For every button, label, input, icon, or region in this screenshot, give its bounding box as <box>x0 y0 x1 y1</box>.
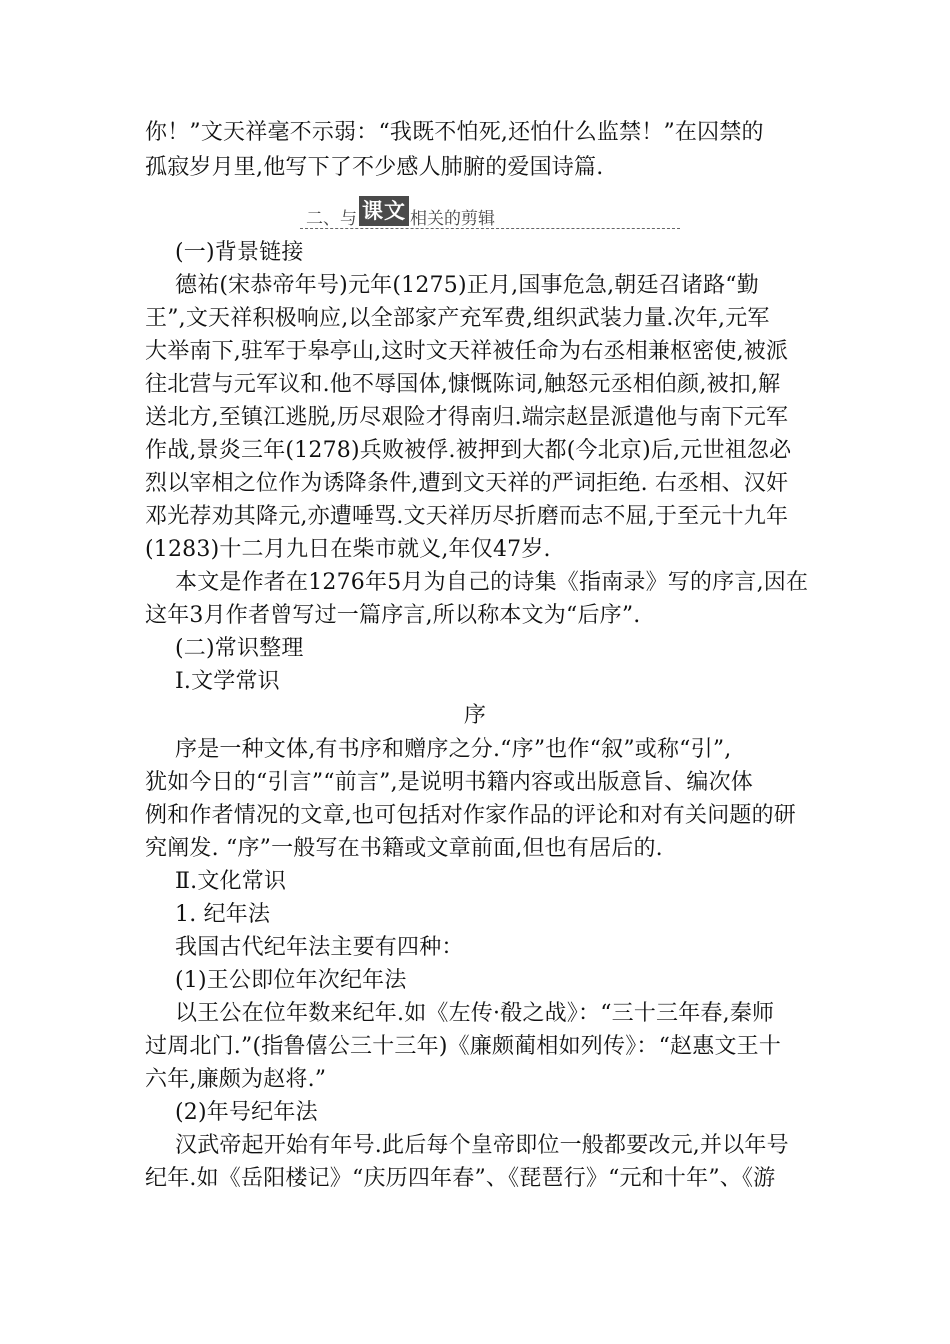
text-line: 究阐发. “序”一般写在书籍或文章前面,但也有居后的. <box>145 836 663 861</box>
section-header-boxed-label: 课文 <box>359 196 409 226</box>
text-line: 纪年.如《岳阳楼记》“庆历四年春”、《琵琶行》“元和十年”、《游 <box>145 1166 776 1191</box>
text-line: 我国古代纪年法主要有四种： <box>175 935 464 960</box>
section-header-banner <box>300 196 680 232</box>
section-header-dashed-rule <box>300 228 680 229</box>
text-line: 这年3月作者曾写过一篇序言,所以称本文为“后序”. <box>145 603 641 628</box>
text-line: 犹如今日的“引言”“前言”,是说明书籍内容或出版意旨、编次体 <box>145 770 753 795</box>
centered-title: 序 <box>463 703 487 728</box>
text-line: 你！”文天祥毫不示弱：“我既不怕死,还怕什么监禁！”在囚禁的 <box>145 120 764 145</box>
subsection-heading: Ⅱ.文化常识 <box>175 869 287 894</box>
text-line: 作战,景炎三年(1278)兵败被俘.被押到大都(今北京)后,元世祖忽必 <box>145 438 792 463</box>
text-line: 王”,文天祥积极响应,以全部家产充军费,组织武装力量.次年,元军 <box>145 306 770 331</box>
text-line: 烈以宰相之位作为诱降条件,遭到文天祥的严词拒绝. 右丞相、汉奸 <box>145 471 789 496</box>
text-line: 序是一种文体,有书序和赠序之分.“序”也作“叙”或称“引”, <box>175 737 732 762</box>
text-line: 大举南下,驻军于皋亭山,这时文天祥被任命为右丞相兼枢密使,被派 <box>145 339 789 364</box>
text-line: 本文是作者在1276年5月为自己的诗集《指南录》写的序言,因在 <box>175 570 809 595</box>
subsection-heading: (二)常识整理 <box>175 636 304 661</box>
subsection-heading: 1. 纪年法 <box>175 902 271 927</box>
section-header-suffix: 相关的剪辑 <box>410 209 495 229</box>
text-line: 例和作者情况的文章,也可包括对作家作品的评论和对有关问题的研 <box>145 803 796 828</box>
text-line: 送北方,至镇江逃脱,历尽艰险才得南归.端宗赵昰派遣他与南下元军 <box>145 405 789 430</box>
text-line: 过周北门.”(指鲁僖公三十三年)《廉颇蔺相如列传》：“赵惠文王十 <box>145 1034 782 1059</box>
text-line: 德祐(宋恭帝年号)元年(1275)正月,国事危急,朝廷召诸路“勤 <box>175 273 759 298</box>
subsection-heading: (一)背景链接 <box>175 240 304 265</box>
subsection-heading: Ⅰ.文学常识 <box>175 669 280 694</box>
text-line: (1283)十二月九日在柴市就义,年仅47岁. <box>145 537 551 562</box>
text-line: 往北营与元军议和.他不辱国体,慷慨陈词,触怒元丞相伯颜,被扣,解 <box>145 372 781 397</box>
subsection-heading: (2)年号纪年法 <box>175 1100 318 1125</box>
text-line: 六年,廉颇为赵将.” <box>145 1067 327 1092</box>
text-line: 以王公在位年数来纪年.如《左传·殽之战》：“三十三年春,秦师 <box>175 1001 775 1026</box>
subsection-heading: (1)王公即位年次纪年法 <box>175 968 407 993</box>
text-line: 汉武帝起开始有年号.此后每个皇帝即位一般都要改元,并以年号 <box>175 1133 789 1158</box>
text-line: 孤寂岁月里,他写下了不少感人肺腑的爱国诗篇. <box>145 155 604 180</box>
text-line: 邓光荐劝其降元,亦遭唾骂.文天祥历尽折磨而志不屈,于至元十九年 <box>145 504 789 529</box>
section-header-prefix: 二、与 <box>306 209 357 229</box>
